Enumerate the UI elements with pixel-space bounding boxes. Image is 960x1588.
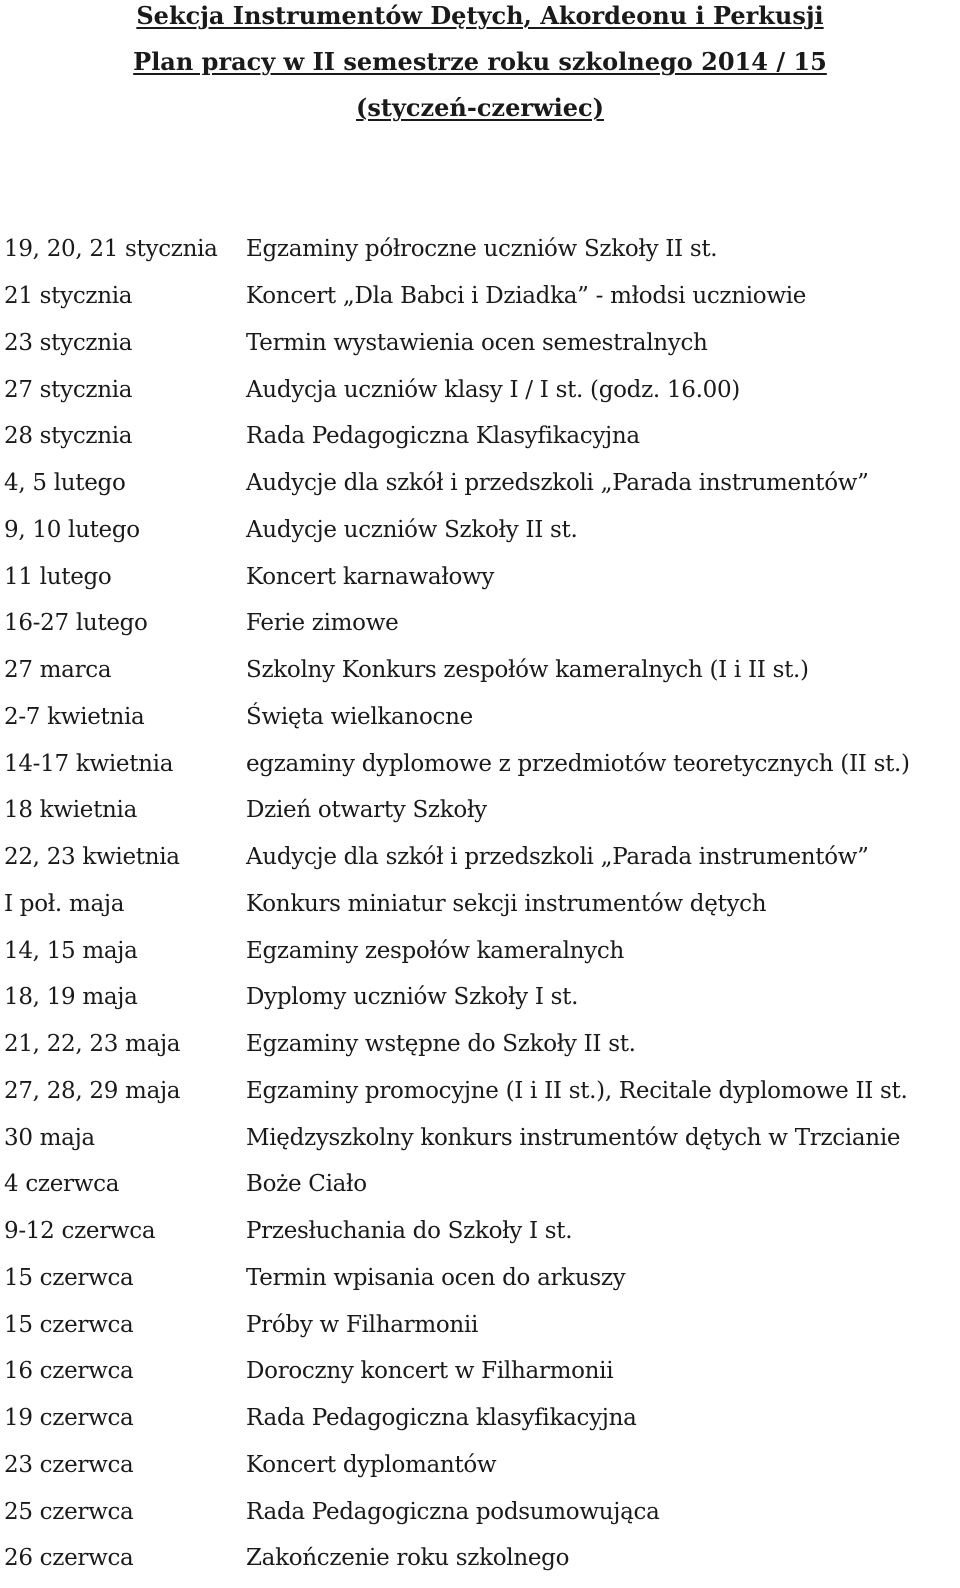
schedule-event: Egzaminy zespołów kameralnych (246, 937, 624, 964)
schedule-row (4, 974, 956, 1021)
schedule-row (4, 834, 956, 881)
schedule-date: 22, 23 kwietnia (4, 844, 180, 871)
schedule-event: Egzaminy wstępne do Szkoły II st. (246, 1031, 636, 1058)
schedule-row (4, 320, 956, 367)
schedule-row (4, 600, 956, 647)
schedule-event: Koncert dyplomantów (246, 1451, 497, 1478)
schedule-date: 19, 20, 21 stycznia (4, 236, 218, 263)
schedule-event: Rada Pedagogiczna klasyfikacyjna (246, 1405, 637, 1432)
schedule-event: Przesłuchania do Szkoły I st. (246, 1218, 573, 1245)
schedule-event: egzaminy dyplomowe z przedmiotów teoretycznych (II st.) (246, 750, 910, 777)
schedule-date: 28 stycznia (4, 423, 133, 450)
schedule-row (4, 1255, 956, 1302)
schedule-date: 11 lutego (4, 563, 112, 590)
schedule-event: Termin wystawienia ocen semestralnych (246, 329, 708, 356)
schedule-event: Święta wielkanocne (246, 703, 473, 730)
schedule-event: Egzaminy półroczne uczniów Szkoły II st. (246, 236, 718, 263)
schedule-date: 27 stycznia (4, 376, 133, 403)
schedule-row (4, 226, 956, 273)
schedule-row (4, 1488, 956, 1535)
schedule-event: Konkurs miniatur sekcji instrumentów dętych (246, 890, 767, 917)
schedule-date: 21, 22, 23 maja (4, 1031, 181, 1058)
schedule-event: Audycje dla szkół i przedszkoli „Parada instrumentów” (246, 844, 869, 871)
schedule-row (4, 1301, 956, 1348)
schedule-event: Ferie zimowe (246, 610, 399, 637)
schedule-date: 16-27 lutego (4, 610, 148, 637)
schedule-row (4, 273, 956, 320)
schedule-date: 4, 5 lutego (4, 470, 126, 497)
schedule-event: Audycja uczniów klasy I / I st. (godz. 16.00) (246, 376, 740, 403)
schedule-date: 18, 19 maja (4, 984, 138, 1011)
schedule-list (4, 226, 956, 1582)
schedule-date: 9-12 czerwca (4, 1218, 156, 1245)
schedule-row (4, 1395, 956, 1442)
schedule-row (4, 694, 956, 741)
schedule-date: 30 maja (4, 1124, 95, 1151)
schedule-date: 25 czerwca (4, 1498, 134, 1525)
schedule-date: 26 czerwca (4, 1545, 134, 1572)
schedule-date: I poł. maja (4, 890, 125, 917)
schedule-event: Rada Pedagogiczna podsumowująca (246, 1498, 660, 1525)
schedule-row (4, 1068, 956, 1115)
schedule-row (4, 787, 956, 834)
schedule-date: 23 stycznia (4, 329, 133, 356)
schedule-event: Próby w Filharmonii (246, 1311, 479, 1338)
schedule-event: Międzyszkolny konkurs instrumentów dętych w Trzcianie (246, 1124, 901, 1151)
period-subtitle: (styczeń-czerwiec) (356, 93, 604, 122)
schedule-event: Termin wpisania ocen do arkuszy (246, 1264, 626, 1291)
schedule-date: 21 stycznia (4, 283, 133, 310)
schedule-date: 14, 15 maja (4, 937, 138, 964)
schedule-row (4, 507, 956, 554)
schedule-row (4, 366, 956, 413)
schedule-event: Doroczny koncert w Filharmonii (246, 1358, 614, 1385)
schedule-event: Audycje uczniów Szkoły II st. (246, 516, 578, 543)
schedule-row (4, 647, 956, 694)
schedule-row (4, 1535, 956, 1582)
schedule-date: 23 czerwca (4, 1451, 134, 1478)
schedule-event: Zakończenie roku szkolnego (246, 1545, 570, 1572)
schedule-row (4, 1021, 956, 1068)
schedule-event: Szkolny Konkurs zespołów kameralnych (I i II st.) (246, 657, 809, 684)
schedule-row (4, 1161, 956, 1208)
schedule-date: 9, 10 lutego (4, 516, 140, 543)
schedule-row (4, 1114, 956, 1161)
schedule-date: 4 czerwca (4, 1171, 120, 1198)
schedule-row (4, 740, 956, 787)
schedule-date: 15 czerwca (4, 1311, 134, 1338)
schedule-event: Rada Pedagogiczna Klasyfikacyjna (246, 423, 640, 450)
schedule-date: 15 czerwca (4, 1264, 134, 1291)
schedule-event: Egzaminy promocyjne (I i II st.), Recitale dyplomowe II st. (246, 1077, 908, 1104)
schedule-date: 27, 28, 29 maja (4, 1077, 181, 1104)
schedule-event: Koncert karnawałowy (246, 563, 495, 590)
schedule-row (4, 1208, 956, 1255)
schedule-event: Dyplomy uczniów Szkoły I st. (246, 984, 579, 1011)
schedule-row (4, 413, 956, 460)
schedule-row (4, 1442, 956, 1489)
schedule-row (4, 927, 956, 974)
schedule-row (4, 460, 956, 507)
schedule-event: Audycje dla szkół i przedszkoli „Parada instrumentów” (246, 470, 869, 497)
schedule-row (4, 881, 956, 928)
schedule-date: 19 czerwca (4, 1405, 134, 1432)
schedule-event: Koncert „Dla Babci i Dziadka” - młodsi uczniowie (246, 283, 807, 310)
schedule-date: 16 czerwca (4, 1358, 134, 1385)
schedule-event: Dzień otwarty Szkoły (246, 797, 487, 824)
schedule-date: 2-7 kwietnia (4, 703, 145, 730)
plan-title: Plan pracy w II semestrze roku szkolnego 2014 / 15 (133, 47, 827, 76)
schedule-date: 27 marca (4, 657, 112, 684)
schedule-date: 18 kwietnia (4, 797, 137, 824)
schedule-row (4, 553, 956, 600)
schedule-date: 14-17 kwietnia (4, 750, 174, 777)
section-title: Sekcja Instrumentów Dętych, Akordeonu i Perkusji (136, 1, 824, 30)
schedule-row (4, 1348, 956, 1395)
schedule-event: Boże Ciało (246, 1171, 367, 1198)
